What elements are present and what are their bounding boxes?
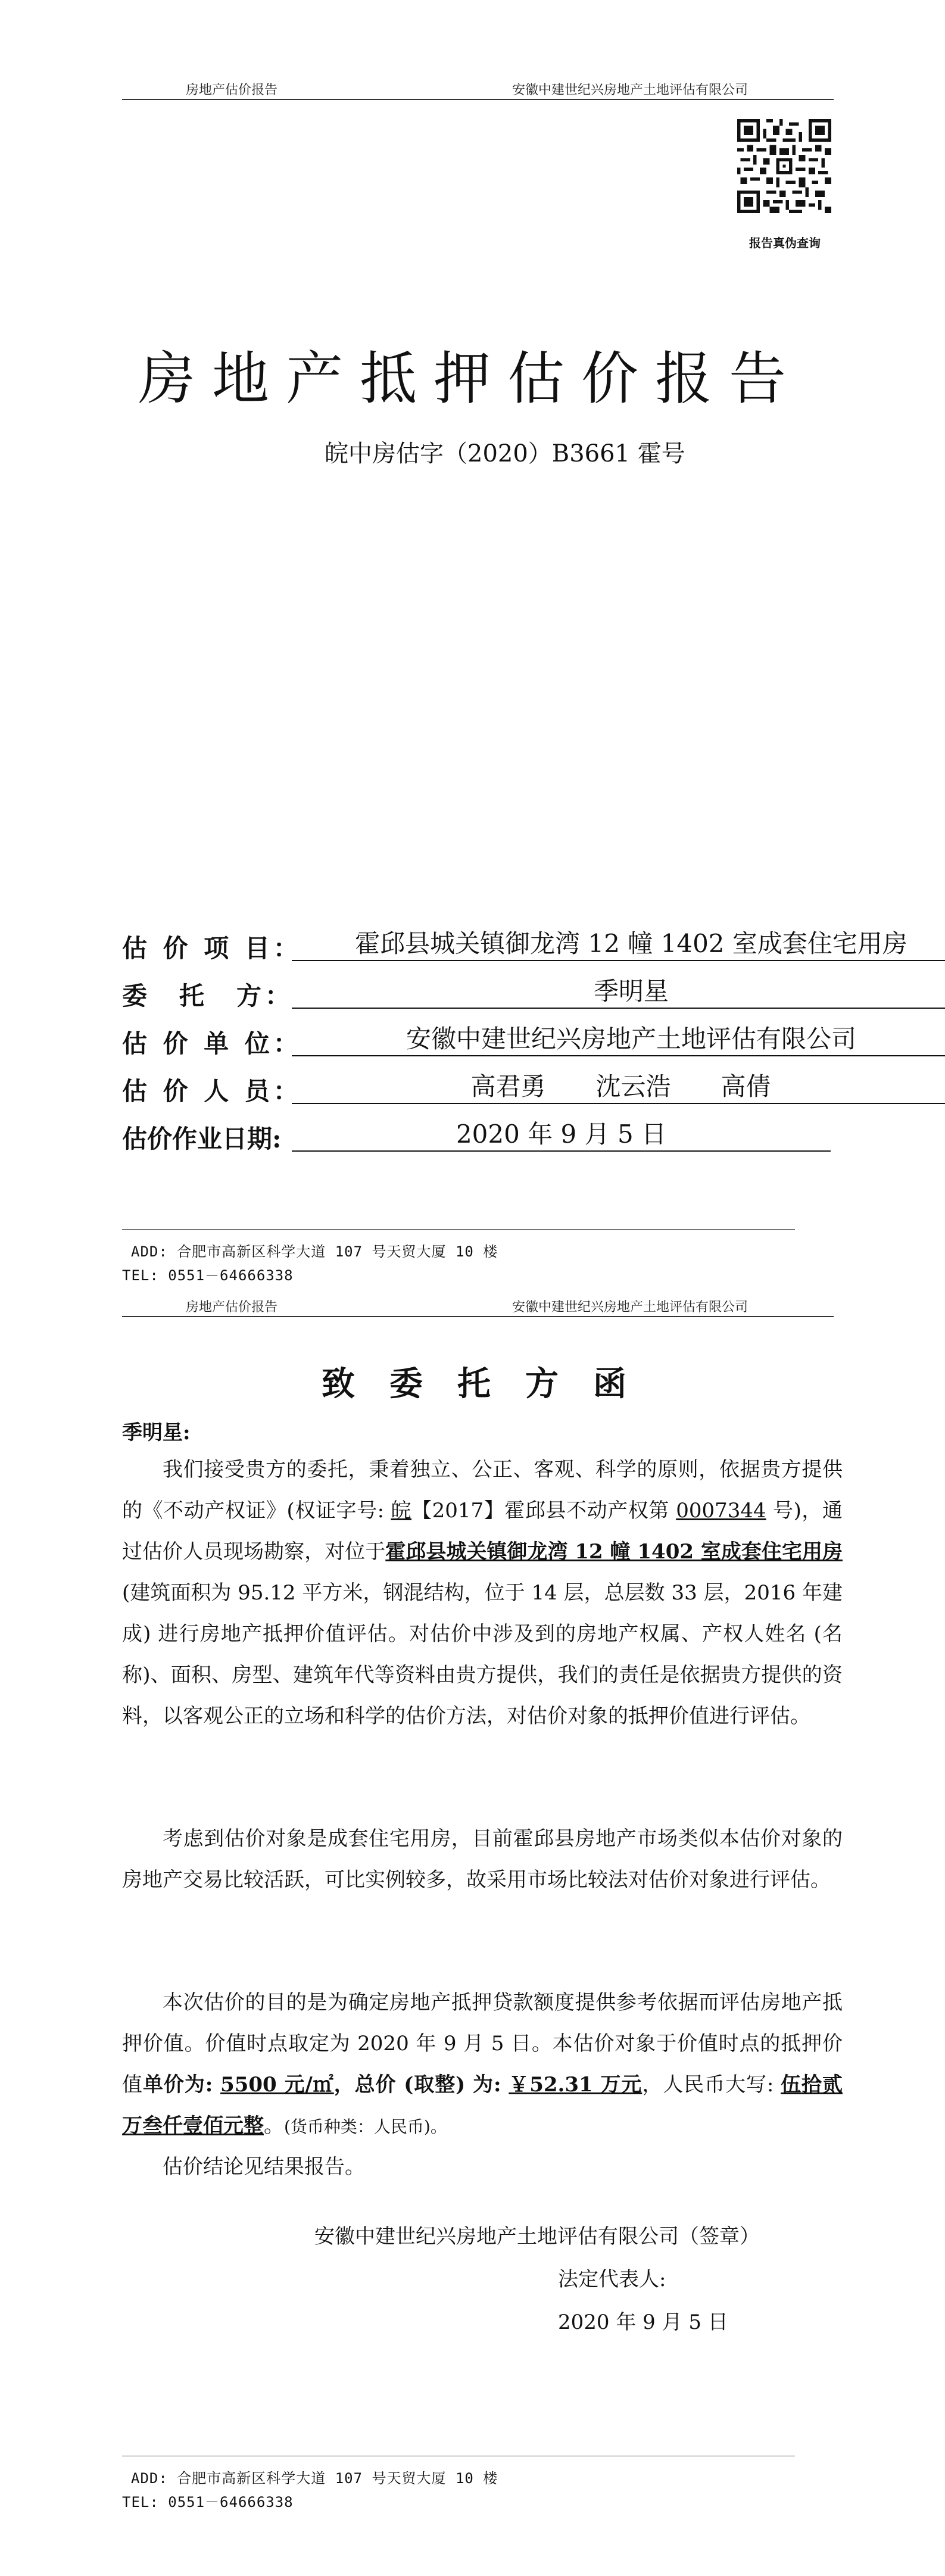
footer-address: ADD: 合肥市高新区科学大道 107 号天贸大厦 10 楼 [131,1243,498,1260]
field-appraisal-unit-value: 安徽中建世纪兴房地产土地评估有限公司 [292,1024,945,1056]
salutation: 季明星: [122,1421,191,1445]
p1-text-2: 【2017】霍邱县不动产权第 [411,1499,676,1523]
footer-rule [122,1229,795,1230]
paragraph-2: 考虑到估价对象是成套住宅用房，目前霍邱县房地产市场类似本估价对象的房地产交易比较活跃，可比实例较多，故采用市场比较法对估价对象进行评估。 [122,1827,843,1892]
p1-property: 霍邱县城关镇御龙湾 12 幢 1402 室成套住宅用房 [385,1540,843,1564]
header-left-2: 房地产估价报告 [186,1300,278,1315]
footer-address-2: ADD: 合肥市高新区科学大道 107 号天贸大厦 10 楼 [131,2470,498,2487]
field-client-label: 委 托 方： [122,981,294,1011]
field-appraisers-value: 高君勇 沈云浩 高倩 [292,1072,945,1104]
footer-tel: TEL: 0551－64666338 [122,1267,294,1284]
paragraph-4: 估价结论见结果报告。 [163,2155,365,2179]
field-work-date-value: 2020 年 9 月 5 日 [292,1119,831,1152]
field-project-label: 估 价 项 目： [122,934,302,963]
p1-cert-number: 0007344 [676,1499,766,1523]
p3-total-label: ，总价 (取整) 为: [333,2073,509,2097]
p3-unit-label: 单价为: [142,2073,221,2097]
total-price: ￥52.31 万元 [509,2073,643,2097]
unit-price: 5500 元/㎡ [220,2073,334,2097]
p1-cert-prefix: 皖 [391,1499,412,1523]
field-project-value: 霍邱县城关镇御龙湾 12 幢 1402 室成套住宅用房 [292,929,945,961]
rmb-upper: 伍拾贰万叁仟壹佰元整 [122,2073,843,2138]
header-rule [122,99,834,100]
field-work-date-label: 估价作业日期: [122,1124,282,1153]
field-appraisal-unit-label: 估 价 单 位： [122,1029,302,1058]
report-title: 房地产抵押估价报告 [138,345,803,412]
paragraph-3 [122,1982,843,2147]
p3-text-3: 。 [264,2114,284,2138]
p3-text-2: ，人民币大写: [642,2073,781,2097]
header-left: 房地产估价报告 [186,83,278,98]
header-right-2: 安徽中建世纪兴房地产土地评估有限公司 [512,1300,748,1315]
p3-text-1: 本次估价的目的是为确定房地产抵押贷款额度提供参考依据而评估房地产抵押价值。价值时点取定为 2020 年 9 月 5 日。本估价对象于价值时点的抵押价值 [122,1991,843,2097]
currency-note: (货币种类：人民币)。 [284,2117,447,2137]
signature-company: 安徽中建世纪兴房地产土地评估有限公司（签章） [314,2225,760,2248]
field-appraisers-label: 估 价 人 员： [122,1077,302,1106]
qr-code-icon[interactable] [737,119,831,213]
document-number: 皖中房估字（2020）B3661 霍号 [325,440,685,467]
field-client-value: 季明星 [292,977,945,1009]
signature-date: 2020 年 9 月 5 日 [558,2310,728,2334]
p1-text-4: (建筑面积为 95.12 平方米，钢混结构，位于 14 层，总层数 33 层，2016 年建成) 进行房地产抵押价值评估。对估价中涉及到的房地产权属、产权人姓名 (名称)、面积、房型、建筑年代等资料由贵方提供，我们的责任是依据贵方提供的资料，以客观公正的立场和科学的估价方法，对估价对象的抵押价值进行评估。 [122,1581,843,1728]
letter-title: 致委托方函 [322,1364,661,1404]
paragraph-1 [122,1449,843,1737]
header-rule-2 [122,1316,834,1317]
signature-representative: 法定代表人: [558,2268,666,2291]
p1-text-1: 我们接受贵方的委托，秉着独立、公正、客观、科学的原则，依据贵方提供的《不动产权证》(权证字号: [122,1458,843,1523]
header-right: 安徽中建世纪兴房地产土地评估有限公司 [512,83,748,98]
qr-caption: 报告真伪查询 [749,236,821,250]
footer-tel-2: TEL: 0551－64666338 [122,2494,294,2510]
p1-text-3: 号)，通过估价人员现场勘察，对位于 [122,1499,843,1564]
